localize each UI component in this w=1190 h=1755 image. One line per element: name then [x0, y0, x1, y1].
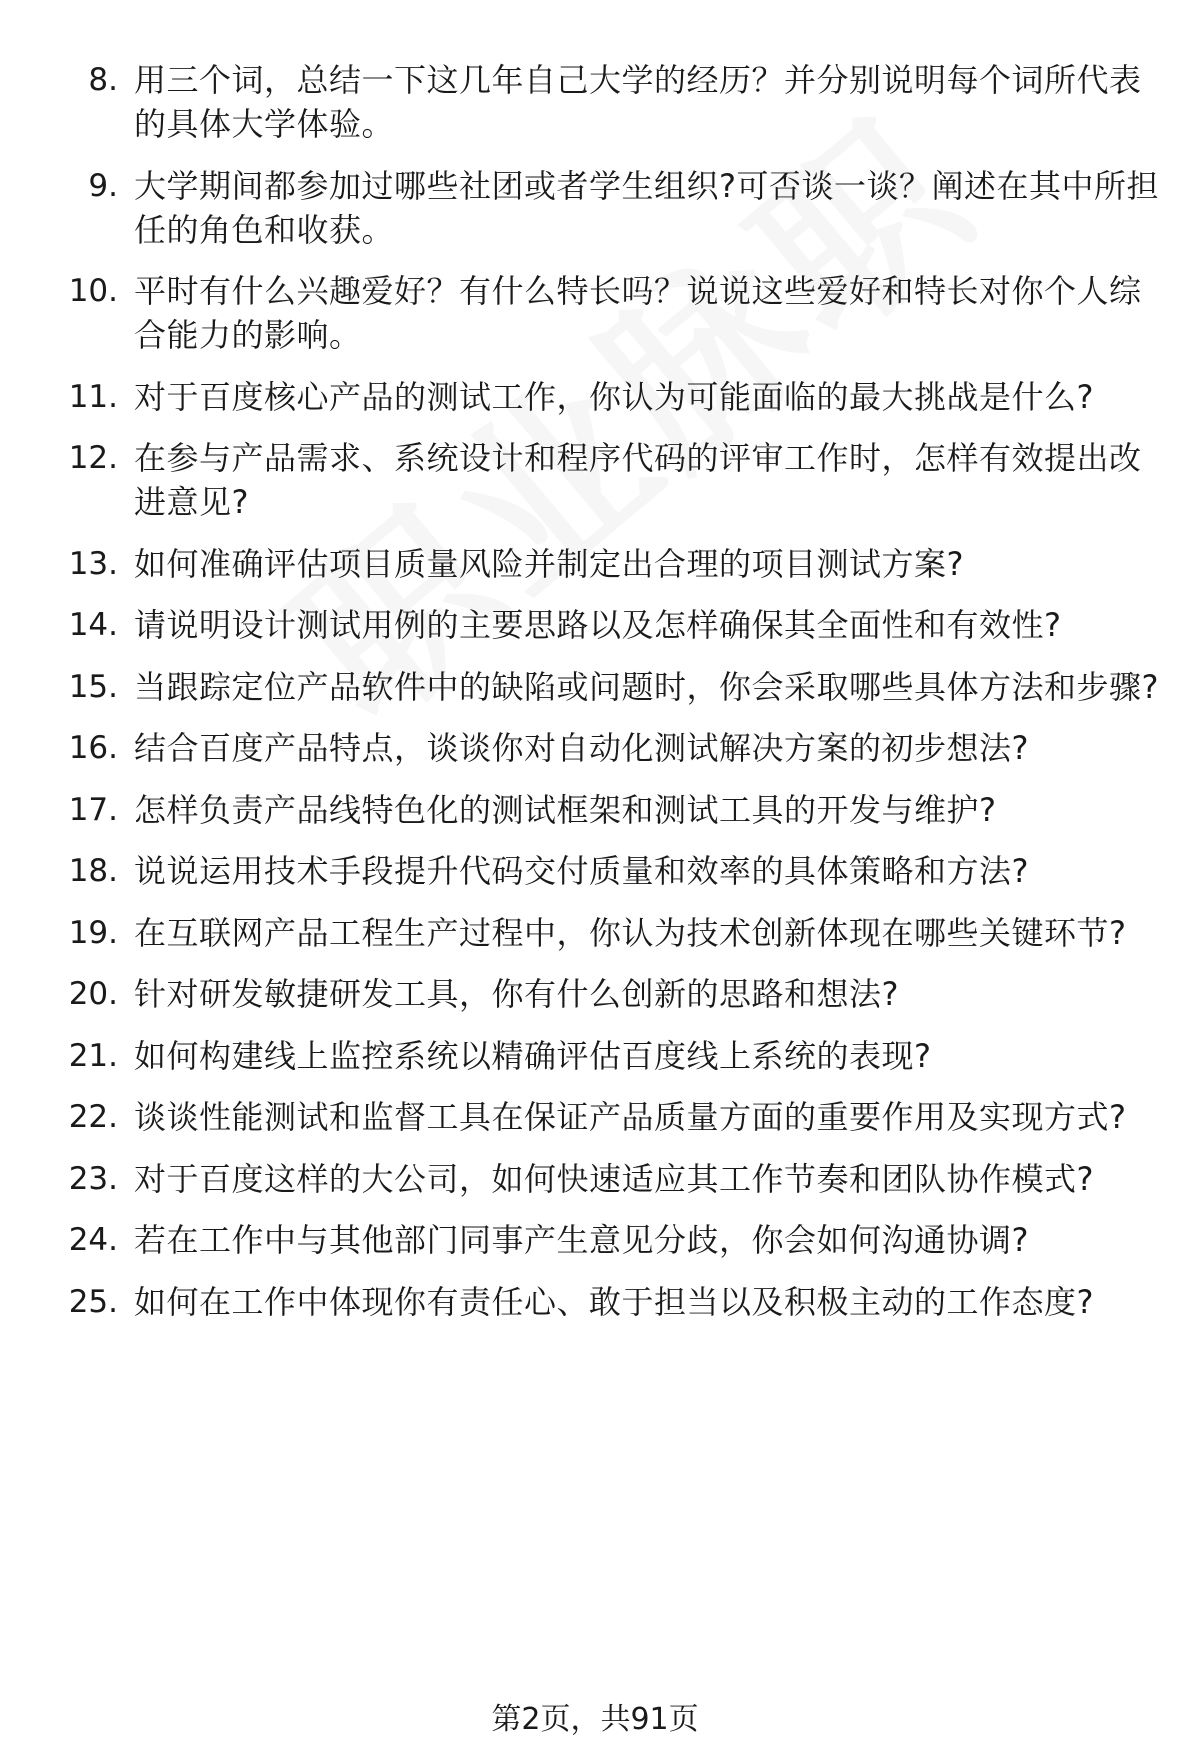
item-number: 17.	[68, 791, 118, 828]
item-text: 请说明设计测试用例的主要思路以及怎样确保其全面性和有效性?	[134, 606, 1062, 644]
list-item	[40, 164, 1160, 252]
question-list	[40, 58, 1160, 1341]
list-item	[40, 1280, 1160, 1324]
list-item	[40, 1218, 1160, 1262]
list-item	[40, 542, 1160, 586]
item-number: 10.	[68, 273, 118, 309]
item-text: 当跟踪定位产品软件中的缺陷或问题时，你会采取哪些具体方法和步骤?	[134, 667, 1159, 706]
item-number: 24.	[68, 1222, 118, 1258]
item-number: 8.	[88, 62, 118, 98]
item-number: 20.	[68, 976, 118, 1012]
item-text: 说说运用技术手段提升代码交付质量和效率的具体策略和方法?	[134, 852, 1029, 890]
item-text: 如何准确评估项目质量风险并制定出合理的项目测试方案?	[134, 544, 964, 583]
page-number: 第2页，共91页	[491, 1702, 699, 1737]
list-item	[40, 1034, 1160, 1078]
item-number: 15.	[68, 668, 118, 705]
item-number: 13.	[68, 545, 118, 582]
item-text: 在参与产品需求、系统设计和程序代码的评审工作时，怎样有效提出改进意见?	[134, 439, 1142, 521]
list-item	[40, 375, 1160, 419]
item-text: 如何构建线上监控系统以精确评估百度线上系统的表现?	[134, 1036, 932, 1075]
list-item	[40, 603, 1160, 647]
item-text: 怎样负责产品线特色化的测试框架和测试工具的开发与维护?	[134, 790, 997, 829]
item-text: 大学期间都参加过哪些社团或者学生组织?可否谈一谈？阐述在其中所担任的角色和收获。	[134, 166, 1159, 249]
item-text: 若在工作中与其他部门同事产生意见分歧，你会如何沟通协调?	[134, 1221, 1029, 1259]
item-text: 平时有什么兴趣爱好？有什么特长吗？说说这些爱好和特长对你个人综合能力的影响。	[134, 272, 1142, 354]
item-text: 用三个词，总结一下这几年自己大学的经历？并分别说明每个词所代表的具体大学体验。	[134, 61, 1142, 143]
item-number: 11.	[68, 378, 118, 415]
list-item	[40, 665, 1160, 709]
list-item	[40, 436, 1160, 524]
page-footer	[0, 1700, 1190, 1740]
list-item	[40, 911, 1160, 955]
list-item	[40, 269, 1160, 357]
list-item	[40, 1157, 1160, 1201]
item-number: 12.	[68, 440, 118, 476]
list-item	[40, 972, 1160, 1016]
item-number: 23.	[68, 1160, 118, 1197]
list-item	[40, 1095, 1160, 1139]
item-text: 如何在工作中体现你有责任心、敢于担当以及积极主动的工作态度?	[134, 1282, 1094, 1321]
item-number: 25.	[68, 1283, 118, 1320]
item-text: 在互联网产品工程生产过程中，你认为技术创新体现在哪些关键环节?	[134, 913, 1127, 952]
item-number: 14.	[68, 607, 118, 643]
item-text: 针对研发敏捷研发工具，你有什么创新的思路和想法?	[134, 975, 899, 1013]
item-number: 22.	[68, 1099, 118, 1135]
item-text: 对于百度核心产品的测试工作，你认为可能面临的最大挑战是什么?	[134, 377, 1094, 416]
list-item	[40, 726, 1160, 770]
item-number: 9.	[88, 167, 118, 204]
list-item	[40, 58, 1160, 146]
item-number: 21.	[68, 1037, 118, 1074]
item-text: 结合百度产品特点，谈谈你对自动化测试解决方案的初步想法?	[134, 729, 1029, 767]
item-text: 对于百度这样的大公司，如何快速适应其工作节奏和团队协作模式?	[134, 1159, 1094, 1198]
item-text: 谈谈性能测试和监督工具在保证产品质量方面的重要作用及实现方式?	[134, 1098, 1127, 1136]
item-number: 16.	[68, 730, 118, 766]
item-number: 19.	[68, 914, 118, 951]
item-number: 18.	[68, 853, 118, 889]
list-item	[40, 788, 1160, 832]
list-item	[40, 849, 1160, 893]
